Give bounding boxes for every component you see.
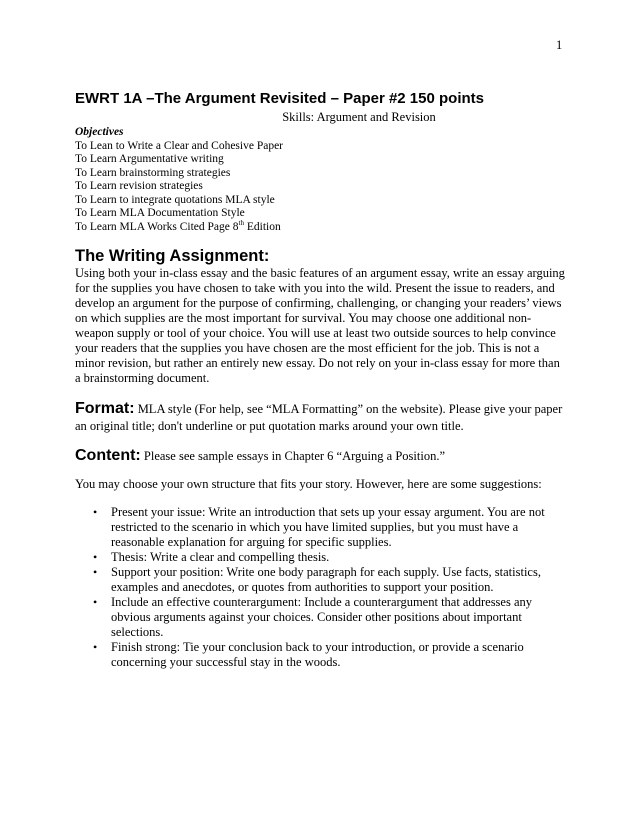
- format-heading: Format:: [75, 400, 135, 417]
- list-item-text: Support your position: Write one body paragraph for each supply. Use facts, statistics, examples and anecdotes, or quotes from authorities to support your position.: [111, 564, 541, 594]
- objective-item: To Learn Argumentative writing: [75, 153, 224, 165]
- bullet-icon: •: [93, 594, 98, 609]
- document-title: EWRT 1A –The Argument Revisited – Paper #2 150 points: [75, 90, 484, 107]
- skills-line: [75, 110, 567, 125]
- objective-item: To Learn brainstorming strategies: [75, 166, 231, 179]
- objective-item: To Lean to Write a Clear and Cohesive Paper: [75, 139, 284, 152]
- objective-item: To Learn to integrate quotations MLA style: [75, 193, 275, 206]
- format-section: [75, 400, 567, 435]
- writing-assignment-heading: The Writing Assignment:: [75, 247, 270, 265]
- objective-text: To Learn MLA Works Cited Page 8: [75, 220, 239, 233]
- objective-item: To Learn revision strategies: [75, 180, 203, 192]
- objective-item: To Learn MLA Documentation Style: [75, 207, 245, 219]
- objective-item: [75, 218, 567, 235]
- skills-text: Skills: Argument and Revision: [282, 110, 436, 124]
- bullet-icon: •: [93, 564, 98, 579]
- list-item: [93, 564, 567, 595]
- list-item-text: Include an effective counterargument: Include a counterargument that addresses any obvious arguments against your choices. Consider other positions about important selections.: [111, 594, 533, 639]
- superscript: th: [238, 218, 244, 227]
- content-heading: Content:: [75, 447, 141, 464]
- content-text: Please see sample essays in Chapter 6 “Arguing a Position.”: [140, 449, 445, 463]
- list-item: [93, 594, 567, 640]
- objectives-list: [75, 140, 567, 235]
- writing-assignment-text: Using both your in-class essay and the basic features of an argument essay, write an essay arguing for the supplies you have chosen to take with you into the wild. Present the issue to readers, and develop an argument for the purpose of confirming, challenging, or changing your readers’ views on which supplies are the most important for survival. You may choose one additional non-weapon supply or tool of your choice. You will use at least two outside sources to help convince your readers that the supplies you have chosen are the most efficient for the job. This is not a minor revision, but rather an entirely new essay. Do not rely on your in-class essay for more than a brainstorming document.: [75, 266, 565, 385]
- bullet-icon: •: [93, 549, 98, 564]
- bullet-icon: •: [93, 639, 98, 654]
- list-item-text: Finish strong: Tie your conclusion back to your introduction, or provide a scenario concerning your successful stay in the woods.: [111, 639, 524, 669]
- content-section: [75, 447, 567, 465]
- suggestions-list: [75, 505, 567, 670]
- list-item-text: Present your issue: Write an introduction that sets up your essay argument. You are not restricted to the scenario in which you have limited supplies, but you must have a reasonable explanation for arguing for specific supplies.: [111, 504, 545, 549]
- bullet-icon: •: [93, 504, 98, 519]
- document-body: [75, 90, 567, 670]
- list-item: [93, 549, 567, 565]
- page-number: 1: [556, 38, 563, 52]
- suggestions-intro: You may choose your own structure that fits your story. However, here are some suggestions:: [75, 477, 542, 491]
- list-item: [93, 504, 567, 550]
- list-item: [93, 639, 567, 670]
- objectives-heading: Objectives: [75, 126, 124, 138]
- list-item-text: Thesis: Write a clear and compelling thesis.: [111, 549, 330, 564]
- objective-text: Edition: [243, 220, 281, 233]
- format-text: MLA style (For help, see “MLA Formatting” on the website). Please give your paper an original title; don't underline or put quotation marks around your own title.: [75, 402, 563, 433]
